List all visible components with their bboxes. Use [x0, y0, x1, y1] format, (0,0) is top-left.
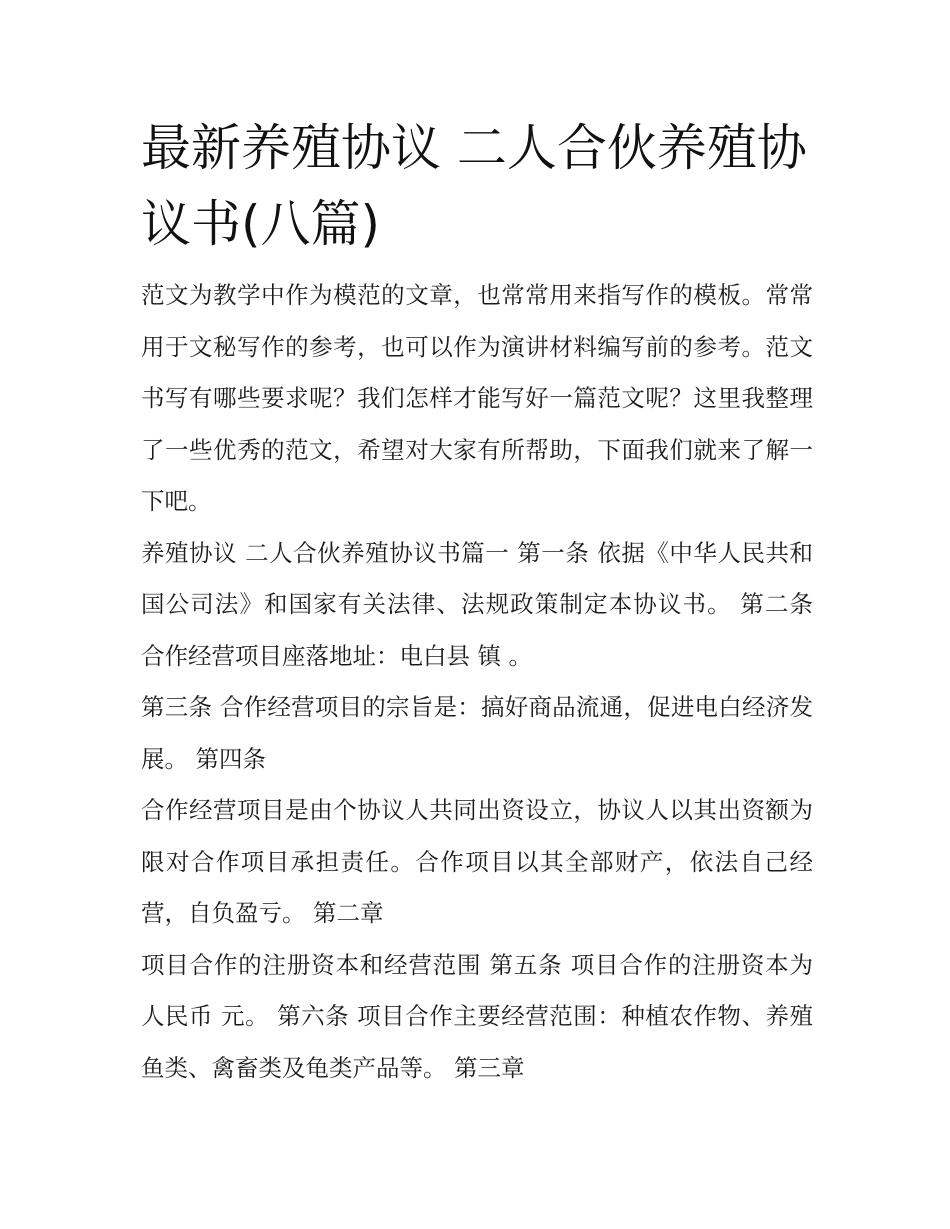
paragraph-intro: 范文为教学中作为模范的文章，也常常用来指写作的模板。常常用于文秘写作的参考，也可以作为演讲材料编写前的参考。范文书写有哪些要求呢？我们怎样才能写好一篇范文呢？这里我整理了一些优秀的范文，希望对大家有所帮助，下面我们就来了解一下吧。: [141, 281, 813, 515]
document-content: [141, 110, 813, 1094]
paragraph-article-3-4: 第三条 合作经营项目的宗旨是：搞好商品流通，促进电白经济发展。 第四条: [141, 693, 813, 773]
document-body: [141, 270, 813, 1094]
paragraph-article-1-2: 养殖协议 二人合伙养殖协议书篇一 第一条 依据《中华人民共和国公司法》和国家有关法律、法规政策制定本协议书。 第二条 合作经营项目座落地址：电白县 镇 。: [141, 538, 813, 670]
paragraph-article-4-body: 合作经营项目是由个协议人共同出资设立，协议人以其出资额为限对合作项目承担责任。合作项目以其全部财产，依法自己经营，自负盈亏。 第二章: [141, 796, 813, 927]
paragraph-article-5-6: 项目合作的注册资本和经营范围 第五条 项目合作的注册资本为人民币 元。 第六条 项目合作主要经营范围：种植农作物、养殖鱼类、禽畜类及龟类产品等。 第三章: [141, 950, 813, 1082]
document-title: 最新养殖协议 二人合伙养殖协议书(八篇): [141, 119, 807, 253]
